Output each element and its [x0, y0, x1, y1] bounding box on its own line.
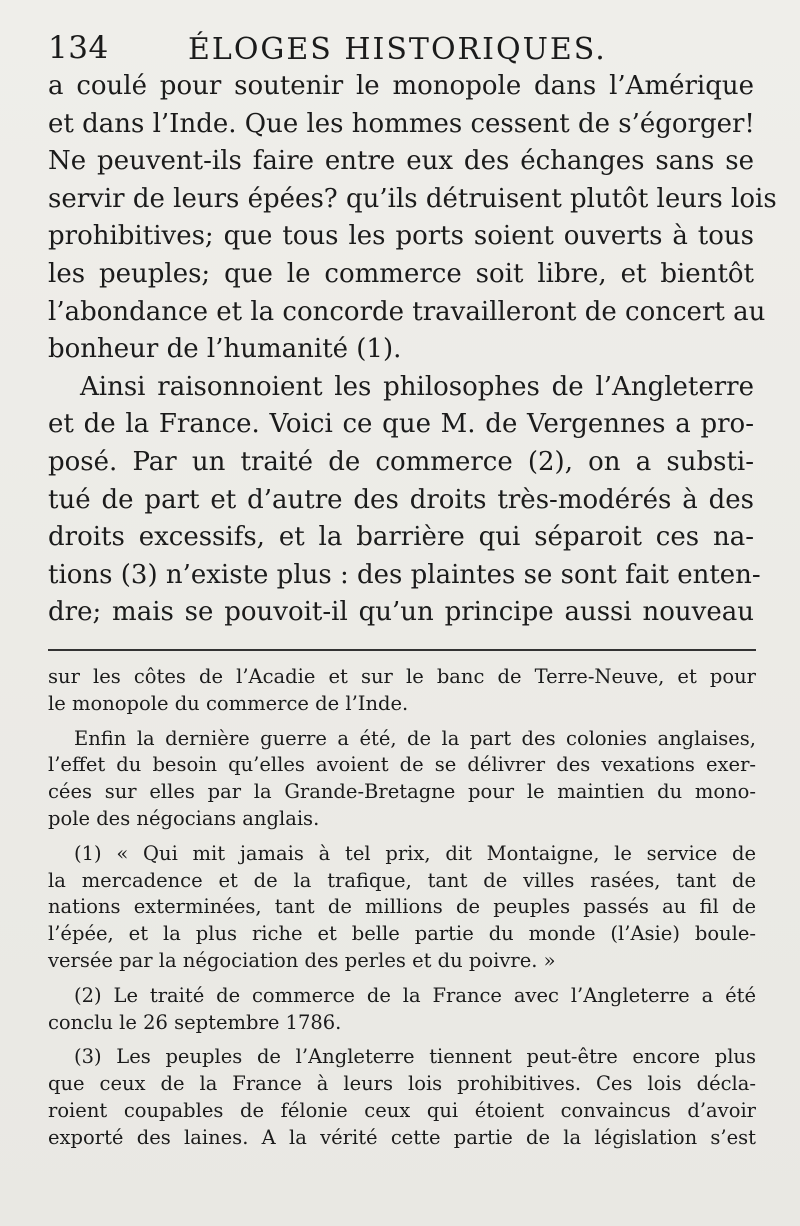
- footnote-line: que ceux de la France à leurs lois prohibitives. Ces lois décla-: [48, 1072, 756, 1096]
- text-line: Ainsi raisonnoient les philosophes de l’Angleterre: [80, 371, 754, 402]
- footnote-line: (3) Les peuples de l’Angleterre tiennent peut-être encore plus: [74, 1045, 756, 1069]
- page-number: 134: [48, 30, 109, 66]
- text-line: prohibitives; que tous les ports soient ouverts à tous: [48, 221, 754, 252]
- footnote-line: (2) Le traité de commerce de la France avec l’Angleterre a été: [74, 983, 756, 1007]
- text-line: tué de part et d’autre des droits très-modérés à des: [48, 484, 754, 515]
- text-line: droits excessifs, et la barrière qui séparoit ces na-: [48, 522, 754, 553]
- footnote-line: versée par la négociation des perles et du poivre. »: [48, 948, 556, 972]
- footnote-line: exporté des laines. A la vérité cette partie de la législation s’est: [48, 1125, 756, 1149]
- text-line: et de la France. Voici ce que M. de Vergennes a pro-: [48, 409, 754, 440]
- footnote-rule: [48, 649, 756, 651]
- footnote-line: l’effet du besoin qu’elles avoient de se délivrer des vexations exer-: [48, 753, 756, 777]
- footnote-line: Enfin la dernière guerre a été, de la part des colonies anglaises,: [74, 726, 756, 750]
- text-line: servir de leurs épées? qu’ils détruisent plutôt leurs lois: [48, 183, 777, 214]
- text-line: a coulé pour soutenir le monopole dans l’Amérique: [48, 71, 754, 101]
- footnote-line: nations exterminées, tant de millions de peuples passés au fil de: [48, 895, 756, 919]
- text-line: l’abondance et la concorde travailleront de concert au: [48, 296, 766, 327]
- footnotes: [48, 664, 756, 1160]
- footnote-1: [48, 841, 756, 975]
- text-line: dre; mais se pouvoit-il qu’un principe aussi nouveau: [48, 597, 754, 628]
- footnote-line: la mercadence et de la trafique, tant de villes rasées, tant de: [48, 868, 756, 892]
- text-line: Ne peuvent-ils faire entre eux des échanges sans se: [48, 146, 754, 177]
- footnote-line: l’épée, et la plus riche et belle partie du monde (l’Asie) boule-: [48, 922, 756, 946]
- text-line: posé. Par un traité de commerce (2), on a substi-: [48, 446, 754, 477]
- text-line: et dans l’Inde. Que les hommes cessent de s’égorger!: [48, 108, 755, 139]
- footnote-3: [48, 1044, 756, 1151]
- text-line: tions (3) n’existe plus : des plaintes se sont fait enten-: [48, 559, 761, 590]
- footnote-line: roient coupables de félonie ceux qui étoient convaincus d’avoir: [48, 1098, 756, 1122]
- footnote-line: (1) « Qui mit jamais à tel prix, dit Montaigne, le service de: [74, 841, 756, 865]
- running-title: ÉLOGES HISTORIQUES.: [188, 32, 607, 67]
- main-text: [48, 68, 777, 632]
- text-line: les peuples; que le commerce soit libre, et bientôt: [48, 258, 754, 289]
- footnote-paragraph: [48, 726, 756, 833]
- footnote-line: cées sur elles par la Grande-Bretagne pour le maintien du mono-: [48, 780, 756, 804]
- footnote-line: pole des négocians anglais.: [48, 806, 320, 830]
- footnote-line: sur les côtes de l’Acadie et sur le banc de Terre-Neuve, et pour: [48, 665, 756, 688]
- footnote-2: [48, 983, 756, 1037]
- footnote-line: conclu le 26 septembre 1786.: [48, 1010, 342, 1034]
- footnote-continuation: [48, 664, 756, 718]
- footnote-line: le monopole du commerce de l’Inde.: [48, 691, 409, 715]
- text-line: bonheur de l’humanité (1).: [48, 334, 402, 365]
